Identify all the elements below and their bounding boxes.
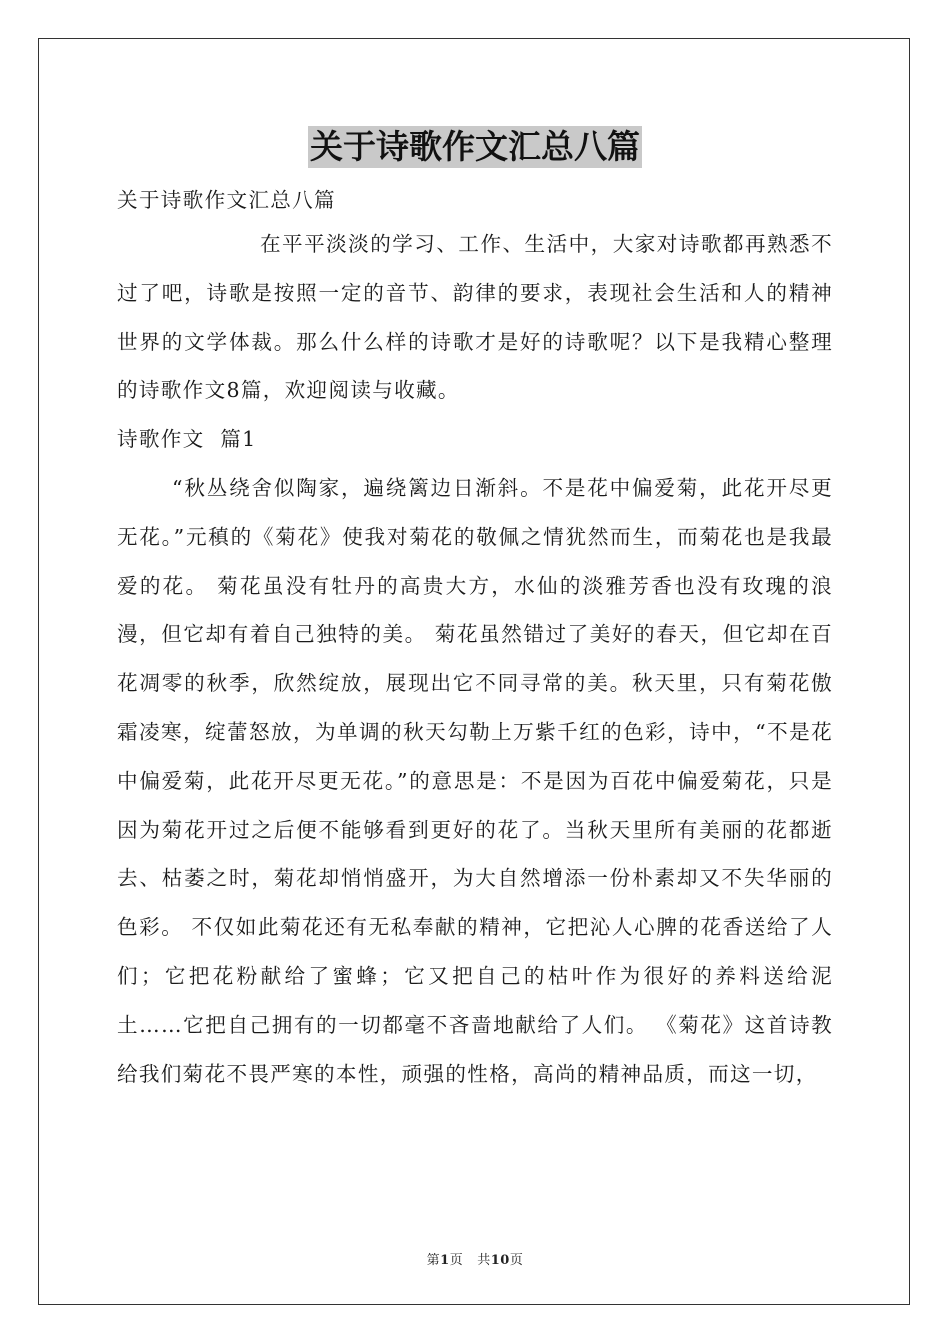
intro-paragraph: 在平平淡淡的学习、工作、生活中，大家对诗歌都再熟悉不过了吧，诗歌是按照一定的音节、韵律的要求，表现社会生活和人的精神世界的文学体裁。那么什么样的诗歌才是好的诗歌呢？以下是我精心整理的诗歌作文8篇，欢迎阅读与收藏。 bbox=[117, 232, 833, 403]
document-subtitle: 关于诗歌作文汇总八篇 bbox=[117, 188, 336, 212]
page-number: 1 bbox=[440, 1253, 450, 1268]
page-unit: 页 bbox=[449, 1253, 464, 1268]
title-container bbox=[0, 126, 950, 168]
document-title: 关于诗歌作文汇总八篇 bbox=[310, 127, 640, 166]
page-prefix: 第 bbox=[426, 1253, 441, 1268]
section-heading: 诗歌作文 篇1 bbox=[117, 427, 257, 452]
page-footer bbox=[0, 1249, 950, 1268]
document-body bbox=[117, 180, 833, 1098]
body-paragraph: “秋丛绕舍似陶家，遍绕篱边日渐斜。不是花中偏爱菊，此花开尽更无花。”元稹的《菊花》使我对菊花的敬佩之情犹然而生，而菊花也是我最爱的花。 菊花虽没有牡丹的高贵大方，水仙的淡雅芳香也没有玫瑰的浪漫，但它却有着自己独特的美。 菊花虽然错过了美好的春天，但它却在百花凋零的秋季，欣然绽放，展现出它不同寻常的美。秋天里，只有菊花傲霜凌寒，绽蕾怒放，为单调的秋天勾勒上万紫千红的色彩，诗中，“不是花中偏爱菊，此花开尽更无花。”的意思是：不是因为百花中偏爱菊花，只是因为菊花开过之后便不能够看到更好的花了。当秋天里所有美丽的花都逝去、枯萎之时，菊花却悄悄盛开，为大自然增添一份朴素却又不失华丽的色彩。 不仅如此菊花还有无私奉献的精神，它把沁人心脾的花香送给了人们；它把花粉献给了蜜蜂；它又把自己的枯叶作为很好的养料送给泥土……它把自己拥有的一切都毫不吝啬地献给了人们。 《菊花》这首诗教给我们菊花不畏严寒的本性，顽强的性格，高尚的精神品质，而这一切， bbox=[117, 475, 833, 1086]
total-pages: 10 bbox=[490, 1253, 510, 1268]
total-unit: 页 bbox=[509, 1253, 524, 1268]
total-prefix: 共 bbox=[477, 1253, 491, 1268]
